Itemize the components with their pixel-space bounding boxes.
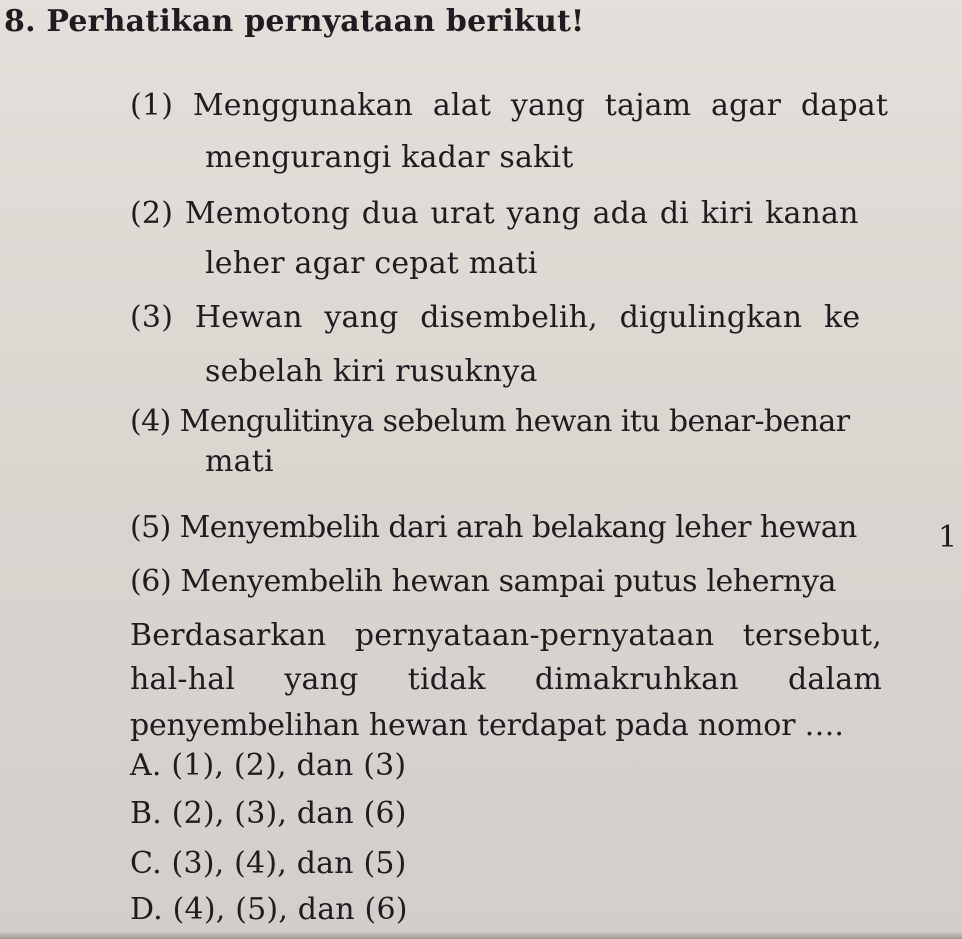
option-a: A. (1), (2), dan (3)	[130, 748, 407, 783]
statement-3-line-2: sebelah kiri rusuknya	[205, 354, 538, 389]
prompt-line-2: hal-hal yang tidak dimakruhkan dalam	[130, 662, 882, 697]
question-title: 8. Perhatikan pernyataan berikut!	[4, 4, 585, 39]
option-d: D. (4), (5), dan (6)	[130, 892, 408, 927]
page-bottom-shadow	[0, 931, 962, 939]
statement-1-line-2: mengurangi kadar sakit	[205, 140, 574, 175]
statement-1-line-1: (1) Menggunakan alat yang tajam agar dapat	[130, 88, 889, 123]
option-c: C. (3), (4), dan (5)	[130, 846, 407, 881]
prompt-line-3: penyembelihan hewan terdapat pada nomor ….	[130, 708, 844, 743]
statement-2-line-1: (2) Memotong dua urat yang ada di kiri kanan	[130, 196, 859, 231]
statement-2-line-2: leher agar cepat mati	[205, 246, 538, 281]
statement-5-line-1: (5) Menyembelih dari arah belakang leher hewan	[130, 510, 857, 545]
margin-digit: 1	[938, 520, 958, 555]
prompt-line-1: Berdasarkan pernyataan-pernyataan tersebut,	[130, 618, 882, 653]
statement-4-line-2: mati	[205, 444, 274, 479]
statement-4-line-1: (4) Mengulitinya sebelum hewan itu benar-benar	[130, 404, 850, 439]
statement-3-line-1: (3) Hewan yang disembelih, digulingkan ke	[130, 300, 861, 335]
statement-6-line-1: (6) Menyembelih hewan sampai putus lehernya	[130, 564, 836, 599]
option-b: B. (2), (3), dan (6)	[130, 796, 407, 831]
